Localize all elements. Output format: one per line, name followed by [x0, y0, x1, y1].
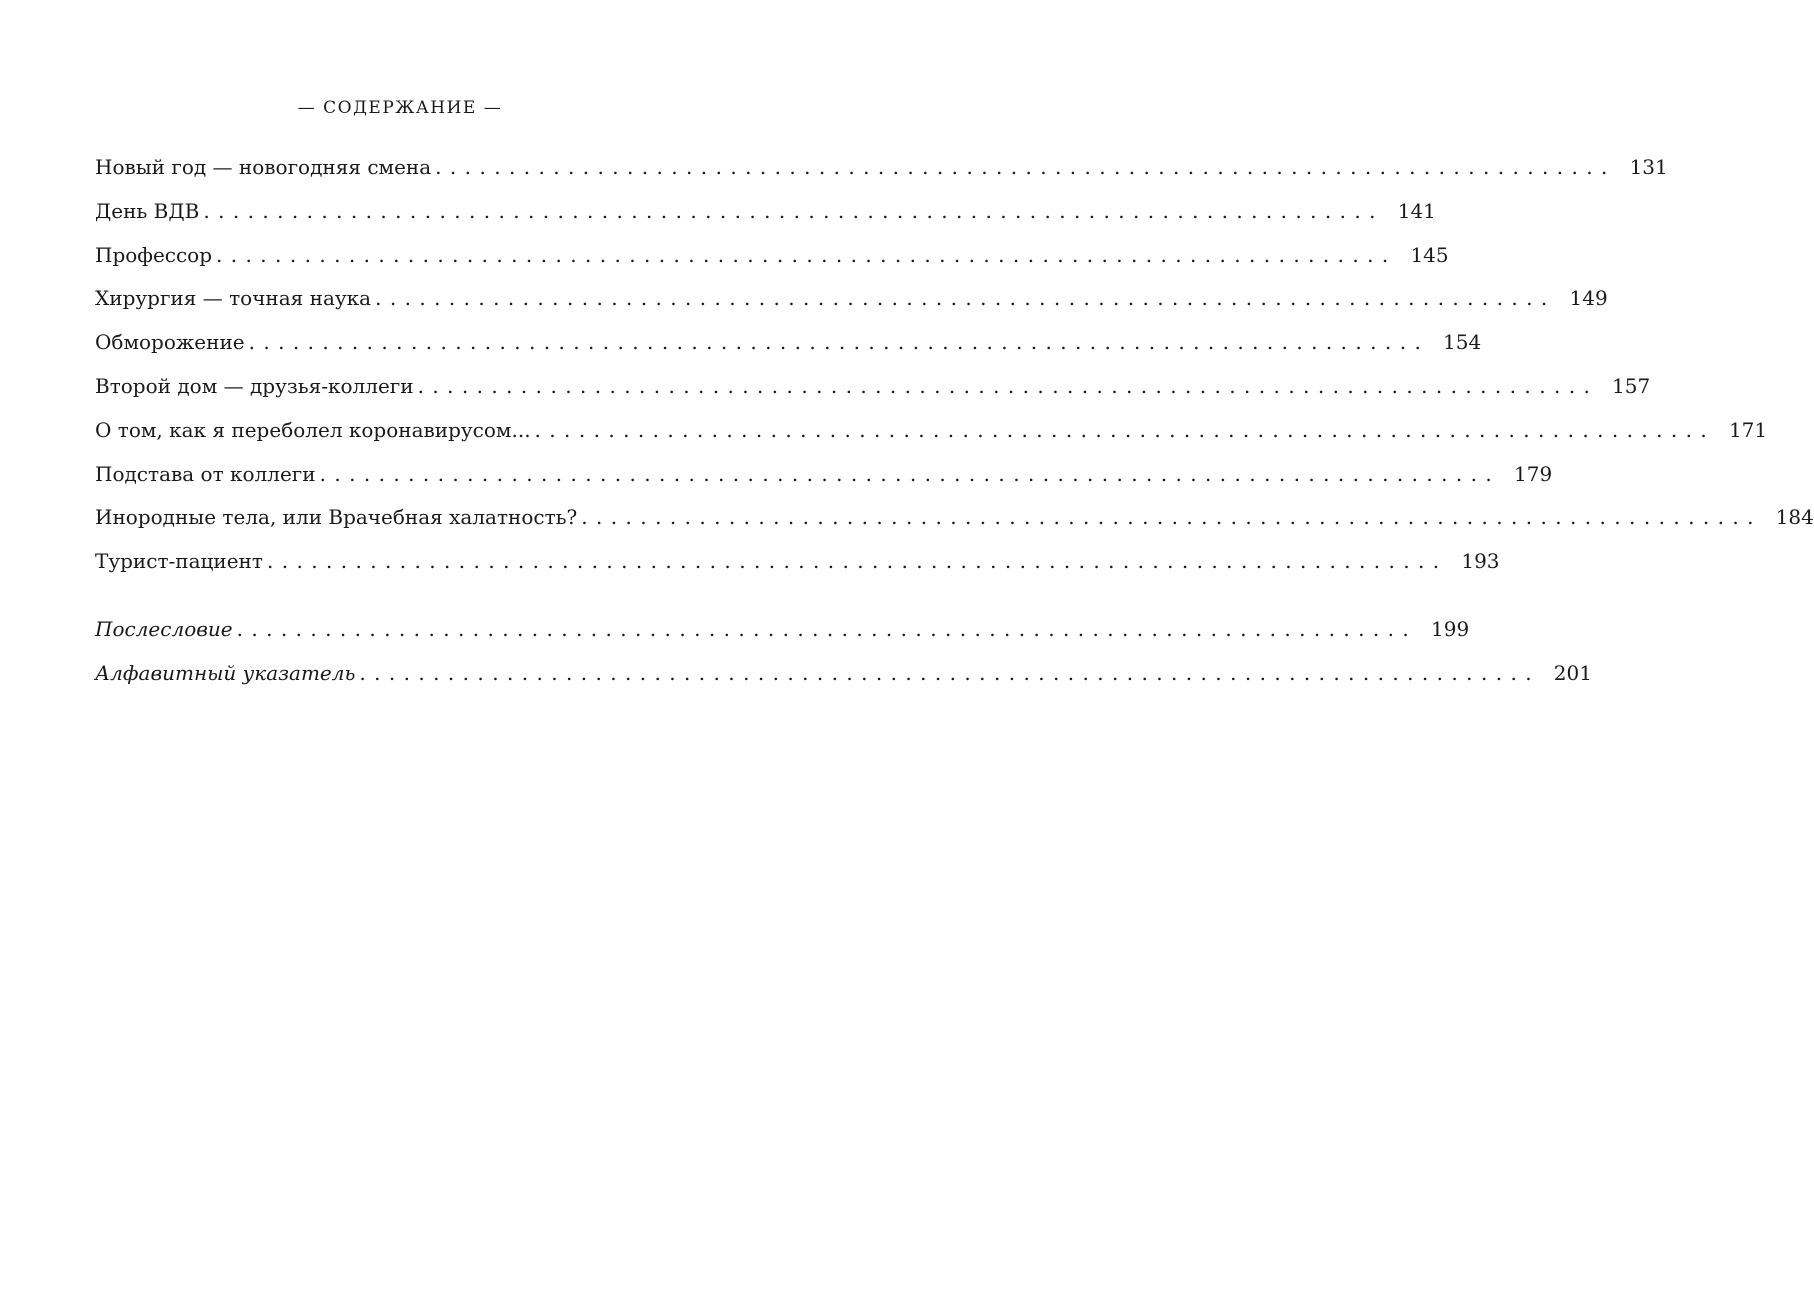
- dot-leader: ................................................................................: [248, 330, 1430, 355]
- toc-entry-title: Обморожение: [95, 330, 245, 355]
- toc-entry-title: Турист-пациент: [95, 549, 263, 574]
- toc-entry-title: Подстава от коллеги: [95, 461, 316, 486]
- dot-leader: ................................................................................: [236, 616, 1418, 641]
- dot-leader: ................................................................................: [216, 242, 1397, 267]
- toc-entry-title: Инородные тела, или Врачебная халатность?: [95, 505, 578, 530]
- dot-leader: ................................................................................: [581, 505, 1762, 530]
- toc-entry: [95, 327, 1482, 371]
- dot-leader: ................................................................................: [534, 417, 1716, 442]
- toc-entry-page-number: 149: [1569, 286, 1608, 311]
- dot-leader: ................................................................................: [435, 155, 1616, 179]
- toc-main-list: [95, 152, 1814, 590]
- toc-entry-page-number: 179: [1514, 461, 1553, 486]
- toc-entry-page-number: 171: [1728, 417, 1768, 442]
- dot-leader: ................................................................................: [417, 373, 1599, 398]
- toc-entry: [95, 614, 1470, 658]
- toc-entry-title: Профессор: [95, 242, 213, 267]
- table-of-contents: [95, 152, 1814, 702]
- toc-entry-page-number: 193: [1461, 549, 1500, 574]
- toc-entry-title: Хирургия — точная наука: [95, 286, 372, 311]
- toc-entry-page-number: 131: [1629, 155, 1668, 179]
- toc-section-gap: [95, 590, 703, 614]
- page-title: — СОДЕРЖАНИЕ —: [297, 98, 503, 118]
- dot-leader: ................................................................................: [319, 461, 1501, 486]
- toc-entry: [95, 658, 1592, 702]
- dot-leader: ................................................................................: [375, 286, 1556, 311]
- toc-entry: [95, 459, 1553, 503]
- toc-entry-page-number: 141: [1397, 198, 1436, 223]
- toc-back-matter-list: [95, 614, 1592, 702]
- toc-entry-title: Послесловие: [95, 616, 233, 641]
- toc-entry: [95, 196, 1436, 240]
- toc-entry-title: Алфавитный указатель: [95, 660, 356, 685]
- dot-leader: ................................................................................: [203, 198, 1384, 223]
- toc-entry-title: Второй дом — друзья-коллеги: [95, 373, 414, 398]
- toc-entry-page-number: 199: [1431, 616, 1470, 641]
- toc-entry-title: Новый год — новогодняя смена: [95, 155, 432, 179]
- toc-entry: [95, 283, 1608, 327]
- toc-entry: [95, 152, 1668, 196]
- toc-entry: [95, 240, 1449, 284]
- toc-entry-page-number: 201: [1553, 660, 1592, 685]
- toc-entry: [95, 546, 1500, 590]
- toc-entry-title: О том, как я переболел коронавирусом...: [95, 417, 531, 442]
- toc-entry: [95, 415, 1768, 459]
- toc-entry-title: День ВДВ: [95, 198, 200, 223]
- toc-entry-page-number: 157: [1612, 373, 1651, 398]
- toc-entry-page-number: 145: [1410, 242, 1449, 267]
- toc-entry: [95, 371, 1651, 415]
- toc-entry: [95, 502, 1814, 546]
- dot-leader: ................................................................................: [266, 549, 1448, 574]
- toc-entry-page-number: 154: [1443, 330, 1482, 355]
- dot-leader: ................................................................................: [359, 660, 1540, 685]
- toc-entry-page-number: 184: [1775, 505, 1814, 530]
